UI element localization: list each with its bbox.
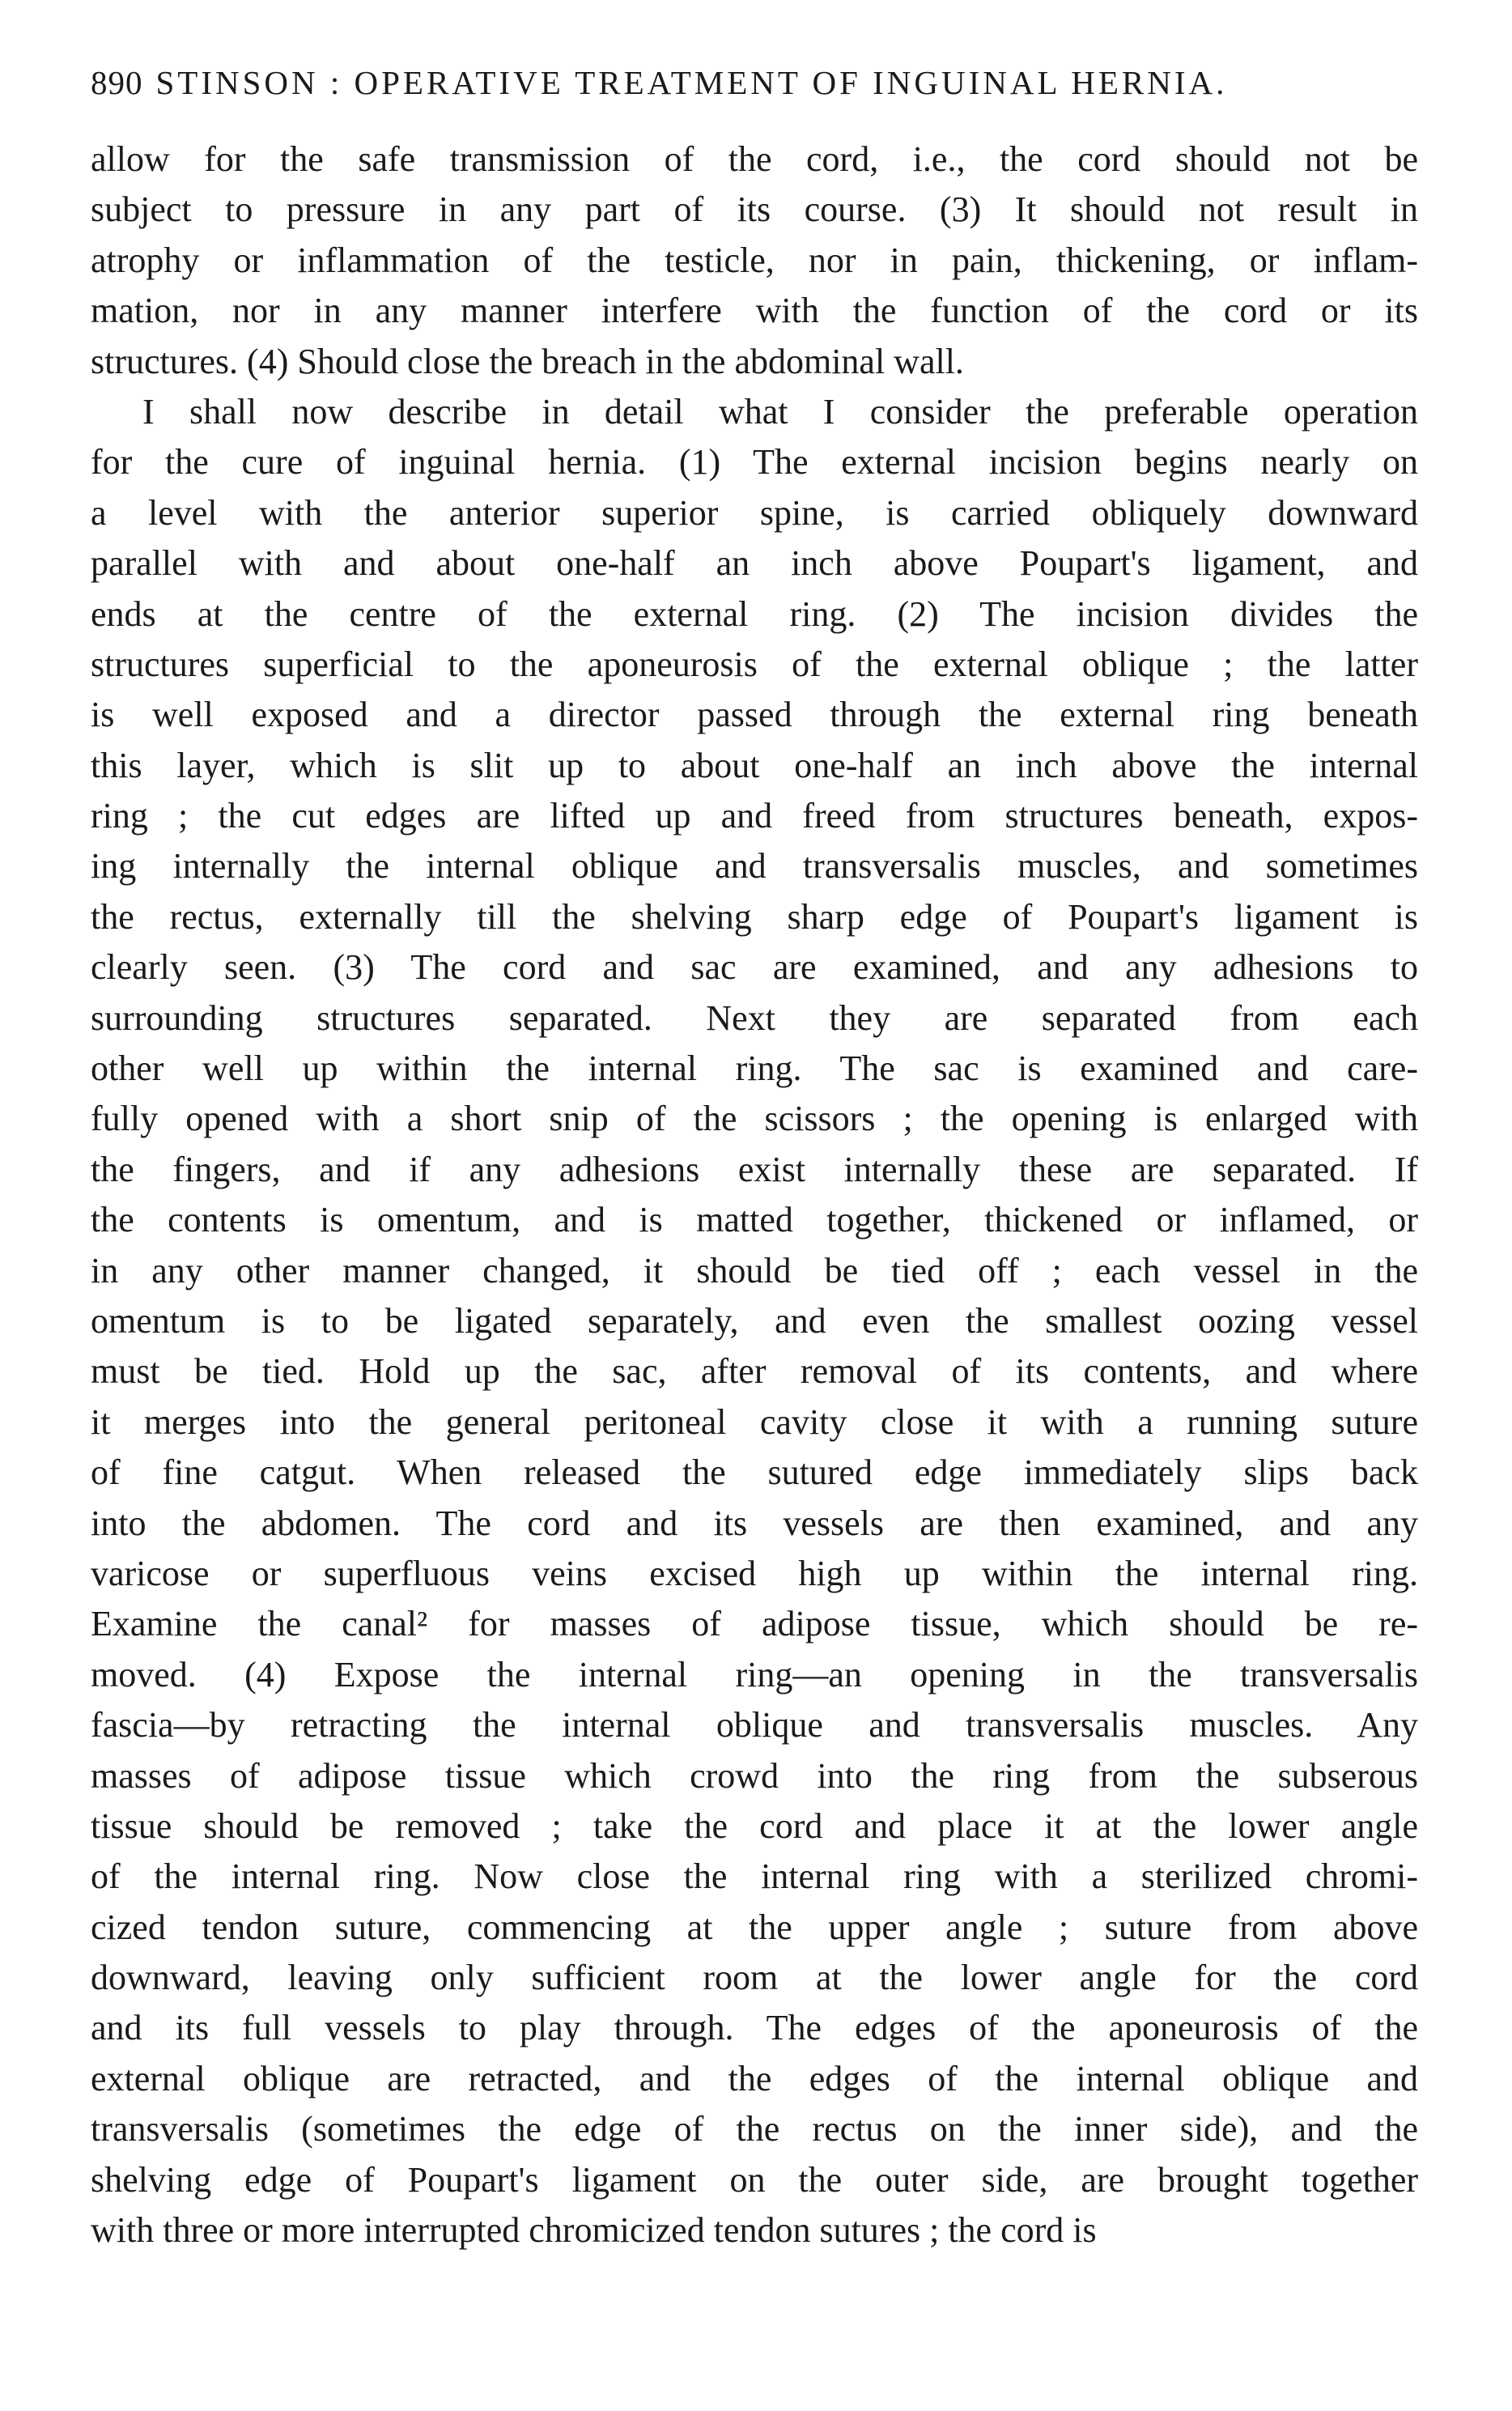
text-line: masses of adipose tissue which crowd into the ring from the subserous bbox=[91, 1755, 1418, 1796]
text-line: subject to pressure in any part of its course. (3) It should not result in bbox=[91, 189, 1418, 230]
text-line: structures. (4) Should close the breach in the abdominal wall. bbox=[91, 341, 964, 381]
text-line: fascia—by retracting the internal oblique and transversalis muscles. Any bbox=[91, 1705, 1418, 1746]
text-line: mation, nor in any manner interfere with the function of the cord or its bbox=[91, 291, 1418, 331]
text-line: for the cure of inguinal hernia. (1) The external incision begins nearly on bbox=[91, 442, 1418, 483]
text-line: shelving edge of Poupart's ligament on the outer side, are brought together bbox=[91, 2159, 1418, 2200]
text-line: fully opened with a short snip of the scissors ; the opening is enlarged with bbox=[91, 1099, 1418, 1139]
text-line: Examine the canal² for masses of adipose tissue, which should be re- bbox=[91, 1604, 1418, 1644]
text-line: external oblique are retracted, and the edges of the internal oblique and bbox=[91, 2058, 1418, 2098]
running-head bbox=[91, 63, 1418, 102]
text-line: ing internally the internal oblique and transversalis muscles, and sometimes bbox=[91, 846, 1418, 887]
text-line: omentum is to be ligated separately, and even the smallest oozing vessel bbox=[91, 1300, 1418, 1341]
text-line: it merges into the general peritoneal cavity close it with a running suture bbox=[91, 1401, 1418, 1442]
text-line: surrounding structures separated. Next they are separated from each bbox=[91, 997, 1418, 1038]
text-line: in any other manner changed, it should be tied off ; each vessel in the bbox=[91, 1250, 1418, 1291]
text-line: structures superficial to the aponeurosis of the external oblique ; the latter bbox=[91, 644, 1418, 684]
text-line: moved. (4) Expose the internal ring—an opening in the transversalis bbox=[91, 1654, 1418, 1695]
text-line: downward, leaving only sufficient room at the lower angle for the cord bbox=[91, 1958, 1418, 1998]
text-line: varicose or superfluous veins excised high up within the internal ring. bbox=[91, 1553, 1418, 1593]
book-page bbox=[91, 63, 1418, 2256]
text-line: tissue should be removed ; take the cord and place it at the lower angle bbox=[91, 1805, 1418, 1846]
running-title: STINSON : OPERATIVE TREATMENT OF INGUINAL HERNIA. bbox=[155, 64, 1228, 101]
text-line: I shall now describe in detail what I consider the preferable operation bbox=[142, 391, 1418, 432]
text-line: ends at the centre of the external ring. (2) The incision divides the bbox=[91, 593, 1418, 634]
text-line: cized tendon suture, commencing at the upper angle ; suture from above bbox=[91, 1907, 1418, 1947]
text-line: a level with the anterior superior spine, is carried obliquely downward bbox=[91, 492, 1418, 533]
text-line: must be tied. Hold up the sac, after removal of its contents, and where bbox=[91, 1351, 1418, 1392]
text-line: transversalis (sometimes the edge of the rectus on the inner side), and the bbox=[91, 2109, 1418, 2149]
text-line: clearly seen. (3) The cord and sac are examined, and any adhesions to bbox=[91, 947, 1418, 988]
text-line: into the abdomen. The cord and its vessels are then examined, and any bbox=[91, 1503, 1418, 1543]
paragraph bbox=[91, 387, 1418, 2256]
body-text bbox=[91, 134, 1418, 2256]
text-line: atrophy or inflammation of the testicle, nor in pain, thickening, or inflam- bbox=[91, 240, 1418, 280]
text-line: is well exposed and a director passed through the external ring beneath bbox=[91, 695, 1418, 735]
text-line: other well up within the internal ring. The sac is examined and care- bbox=[91, 1048, 1418, 1089]
page-number: 890 bbox=[91, 64, 143, 101]
text-line: and its full vessels to play through. The edges of the aponeurosis of the bbox=[91, 2008, 1418, 2048]
text-line: the contents is omentum, and is matted together, thickened or inflamed, or bbox=[91, 1200, 1418, 1240]
text-line: the fingers, and if any adhesions exist internally these are separated. If bbox=[91, 1149, 1418, 1189]
text-line: with three or more interrupted chromicized tendon sutures ; the cord is bbox=[91, 2210, 1097, 2251]
text-line: parallel with and about one-half an inch above Poupart's ligament, and bbox=[91, 543, 1418, 584]
text-line: this layer, which is slit up to about one-half an inch above the internal bbox=[91, 745, 1418, 785]
text-line: of fine catgut. When released the sutured edge immediately slips back bbox=[91, 1452, 1418, 1493]
text-line: allow for the safe transmission of the cord, i.e., the cord should not be bbox=[91, 139, 1418, 179]
text-line: of the internal ring. Now close the internal ring with a sterilized chromi- bbox=[91, 1856, 1418, 1897]
text-line: ring ; the cut edges are lifted up and freed from structures beneath, expos- bbox=[91, 796, 1418, 836]
paragraph bbox=[91, 134, 1418, 387]
text-line: the rectus, externally till the shelving sharp edge of Poupart's ligament is bbox=[91, 896, 1418, 937]
